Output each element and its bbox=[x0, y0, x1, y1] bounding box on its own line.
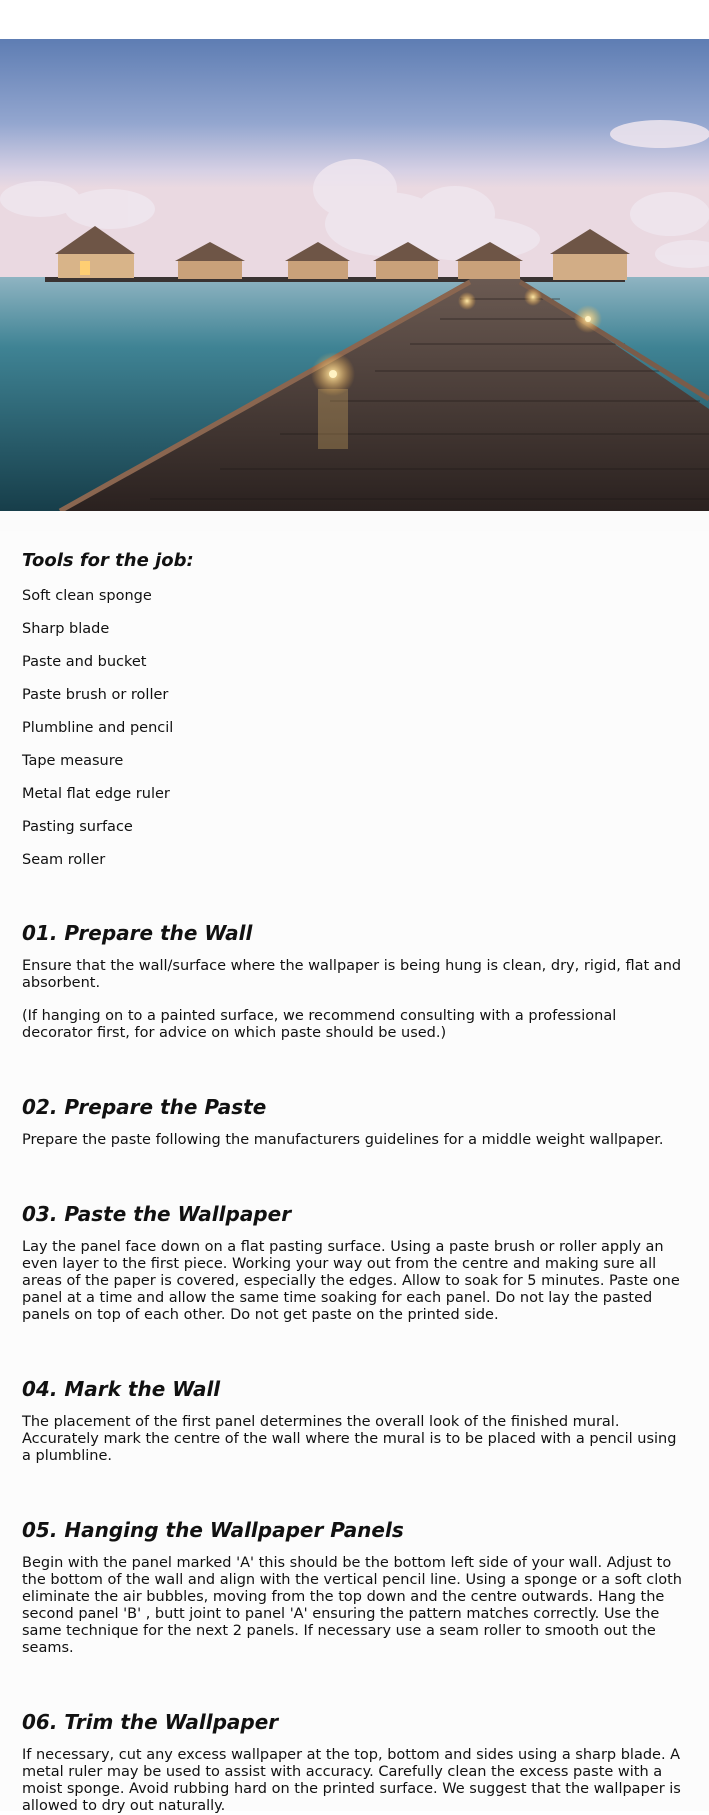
hero-image bbox=[0, 39, 709, 511]
tool-item: Plumbline and pencil bbox=[22, 720, 174, 736]
section-paste-wallpaper bbox=[22, 1201, 687, 1324]
tool-item: Pasting surface bbox=[22, 819, 133, 835]
section-mark-wall bbox=[22, 1376, 687, 1465]
section-heading: 05. Hanging the Wallpaper Panels bbox=[22, 1518, 404, 1542]
section-heading: 01. Prepare the Wall bbox=[22, 921, 253, 945]
section-hanging-panels bbox=[22, 1517, 687, 1657]
section-prepare-paste bbox=[22, 1094, 687, 1149]
section-paragraph: Lay the panel face down on a flat pasting surface. Using a paste brush or roller apply an even layer to the first piece. Working your way out from the centre and making sure all areas of the paper is covered, especially the edges. Allow to soak for 5 minutes. Paste one panel at a time and allow the same time soaking for each panel. Do not lay the pasted panels on top of each other. Do not get paste on the printed side. bbox=[22, 1239, 680, 1323]
tool-item: Paste and bucket bbox=[22, 654, 147, 670]
tool-item: Sharp blade bbox=[22, 621, 110, 637]
tool-item: Tape measure bbox=[22, 753, 124, 769]
instructions-content bbox=[0, 531, 709, 1814]
hero-photo-illustration bbox=[0, 39, 709, 511]
image-spacer bbox=[0, 511, 709, 531]
section-paragraph: Prepare the paste following the manufacturers guidelines for a middle weight wallpaper. bbox=[22, 1132, 664, 1148]
tool-item: Metal flat edge ruler bbox=[22, 786, 170, 802]
top-spacer bbox=[0, 0, 709, 39]
section-heading: 02. Prepare the Paste bbox=[22, 1095, 267, 1119]
section-paragraph: Ensure that the wall/surface where the wallpaper is being hung is clean, dry, rigid, flat and absorbent. bbox=[22, 958, 682, 991]
section-paragraph: If necessary, cut any excess wallpaper at the top, bottom and sides using a sharp blade. A metal ruler may be used to assist with accuracy. Carefully clean the excess paste with a moist sponge. Avoid rubbing hard on the printed surface. We suggest that the wallpaper is allowed to dry out naturally. bbox=[22, 1747, 681, 1814]
section-heading: 03. Paste the Wallpaper bbox=[22, 1202, 292, 1226]
section-heading: 06. Trim the Wallpaper bbox=[22, 1710, 279, 1734]
section-paragraph: (If hanging on to a painted surface, we recommend consulting with a professional decorator first, for advice on which paste should be used.) bbox=[22, 1008, 617, 1041]
tool-item: Soft clean sponge bbox=[22, 588, 152, 604]
tools-heading: Tools for the job: bbox=[22, 550, 194, 571]
section-heading: 04. Mark the Wall bbox=[22, 1377, 221, 1401]
section-paragraph: Begin with the panel marked 'A' this should be the bottom left side of your wall. Adjust to the bottom of the wall and align with the vertical pencil line. Using a sponge or a soft cloth eliminate the air bubbles, moving from the top down and the centre outwards. Hang the second panel 'B' , butt joint to panel 'A' ensuring the pattern matches correctly. Use the same technique for the next 2 panels. If necessary use a seam roller to smooth out the seams. bbox=[22, 1555, 682, 1656]
tool-item: Seam roller bbox=[22, 852, 106, 868]
section-paragraph: The placement of the first panel determines the overall look of the finished mural. Accurately mark the centre of the wall where the mural is to be placed with a pencil using a plumbline. bbox=[22, 1414, 677, 1464]
section-prepare-wall bbox=[22, 920, 687, 1042]
tool-item: Paste brush or roller bbox=[22, 687, 169, 703]
section-trim-wallpaper bbox=[22, 1709, 687, 1815]
